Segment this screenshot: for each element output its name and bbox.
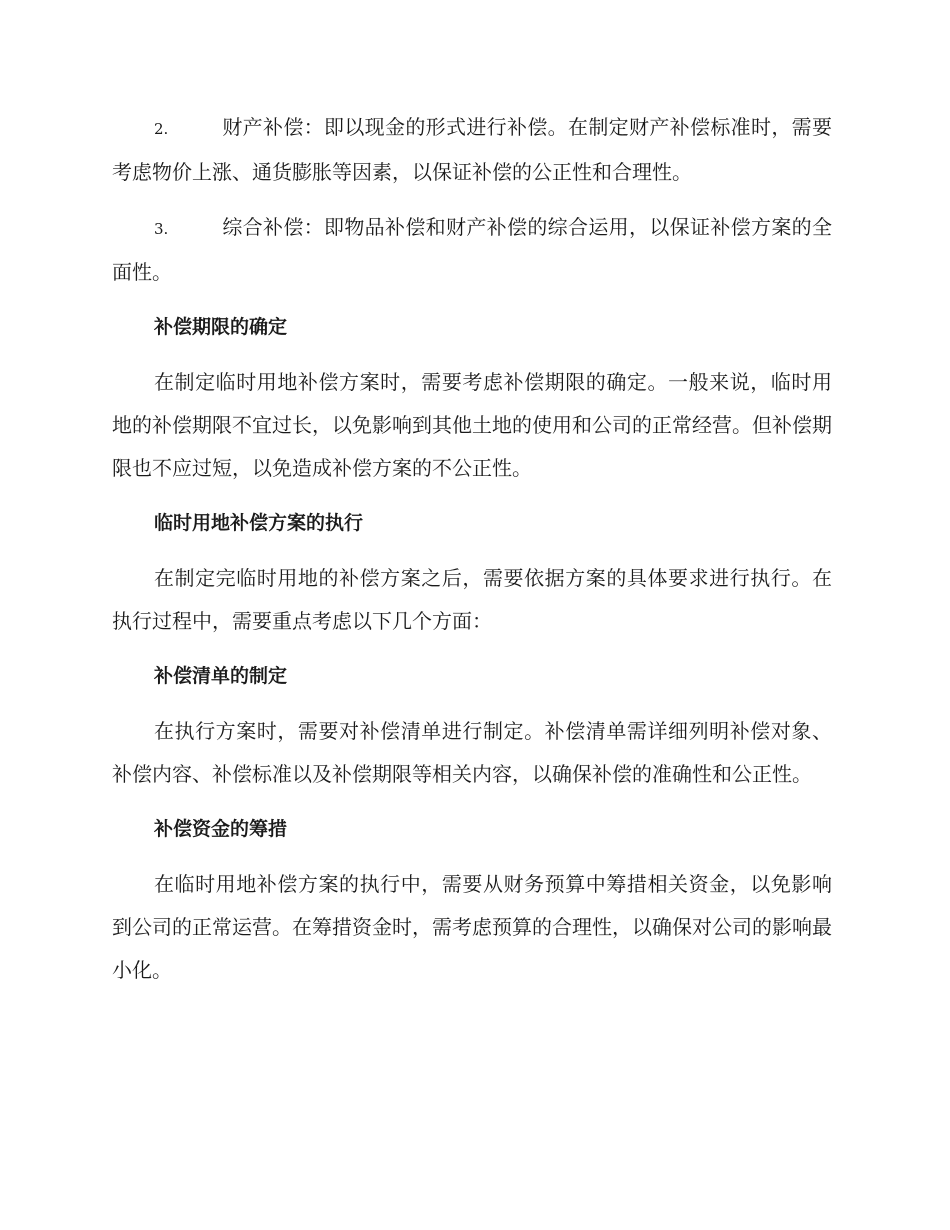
section-heading-compensation-list: 补偿清单的制定 <box>154 665 288 687</box>
paragraph-compensation-list: 在执行方案时，需要对补偿清单进行制定。补偿清单需详细列明补偿对象、补偿内容、补偿标准以及补偿期限等相关内容，以确保补偿的准确性和公正性。 <box>112 719 832 786</box>
document-page <box>112 106 832 1004</box>
section-heading-fund-raising: 补偿资金的筹措 <box>154 818 288 840</box>
list-item-2 <box>112 106 832 194</box>
section-heading-compensation-period: 补偿期限的确定 <box>154 316 288 338</box>
list-item-text: 综合补偿：即物品补偿和财产补偿的综合运用，以保证补偿方案的全面性。 <box>112 215 832 284</box>
paragraph-fund-raising: 在临时用地补偿方案的执行中，需要从财务预算中筹措相关资金，以免影响到公司的正常运营。在筹措资金时，需考虑预算的合理性，以确保对公司的影响最小化。 <box>112 872 832 982</box>
list-item-text: 财产补偿：即以现金的形式进行补偿。在制定财产补偿标准时，需要考虑物价上涨、通货膨胀等因素，以保证补偿的公正性和合理性。 <box>112 115 832 184</box>
paragraph-compensation-period: 在制定临时用地补偿方案时，需要考虑补偿期限的确定。一般来说，临时用地的补偿期限不宜过长，以免影响到其他土地的使用和公司的正常经营。但补偿期限也不应过短，以免造成补偿方案的不公正性。 <box>112 370 832 480</box>
list-number: 3. <box>154 220 169 238</box>
section-heading-plan-execution: 临时用地补偿方案的执行 <box>154 512 364 534</box>
paragraph-plan-execution: 在制定完临时用地的补偿方案之后，需要依据方案的具体要求进行执行。在执行过程中，需要重点考虑以下几个方面： <box>112 566 832 633</box>
list-item-3 <box>112 206 832 294</box>
list-number: 2. <box>154 120 169 138</box>
